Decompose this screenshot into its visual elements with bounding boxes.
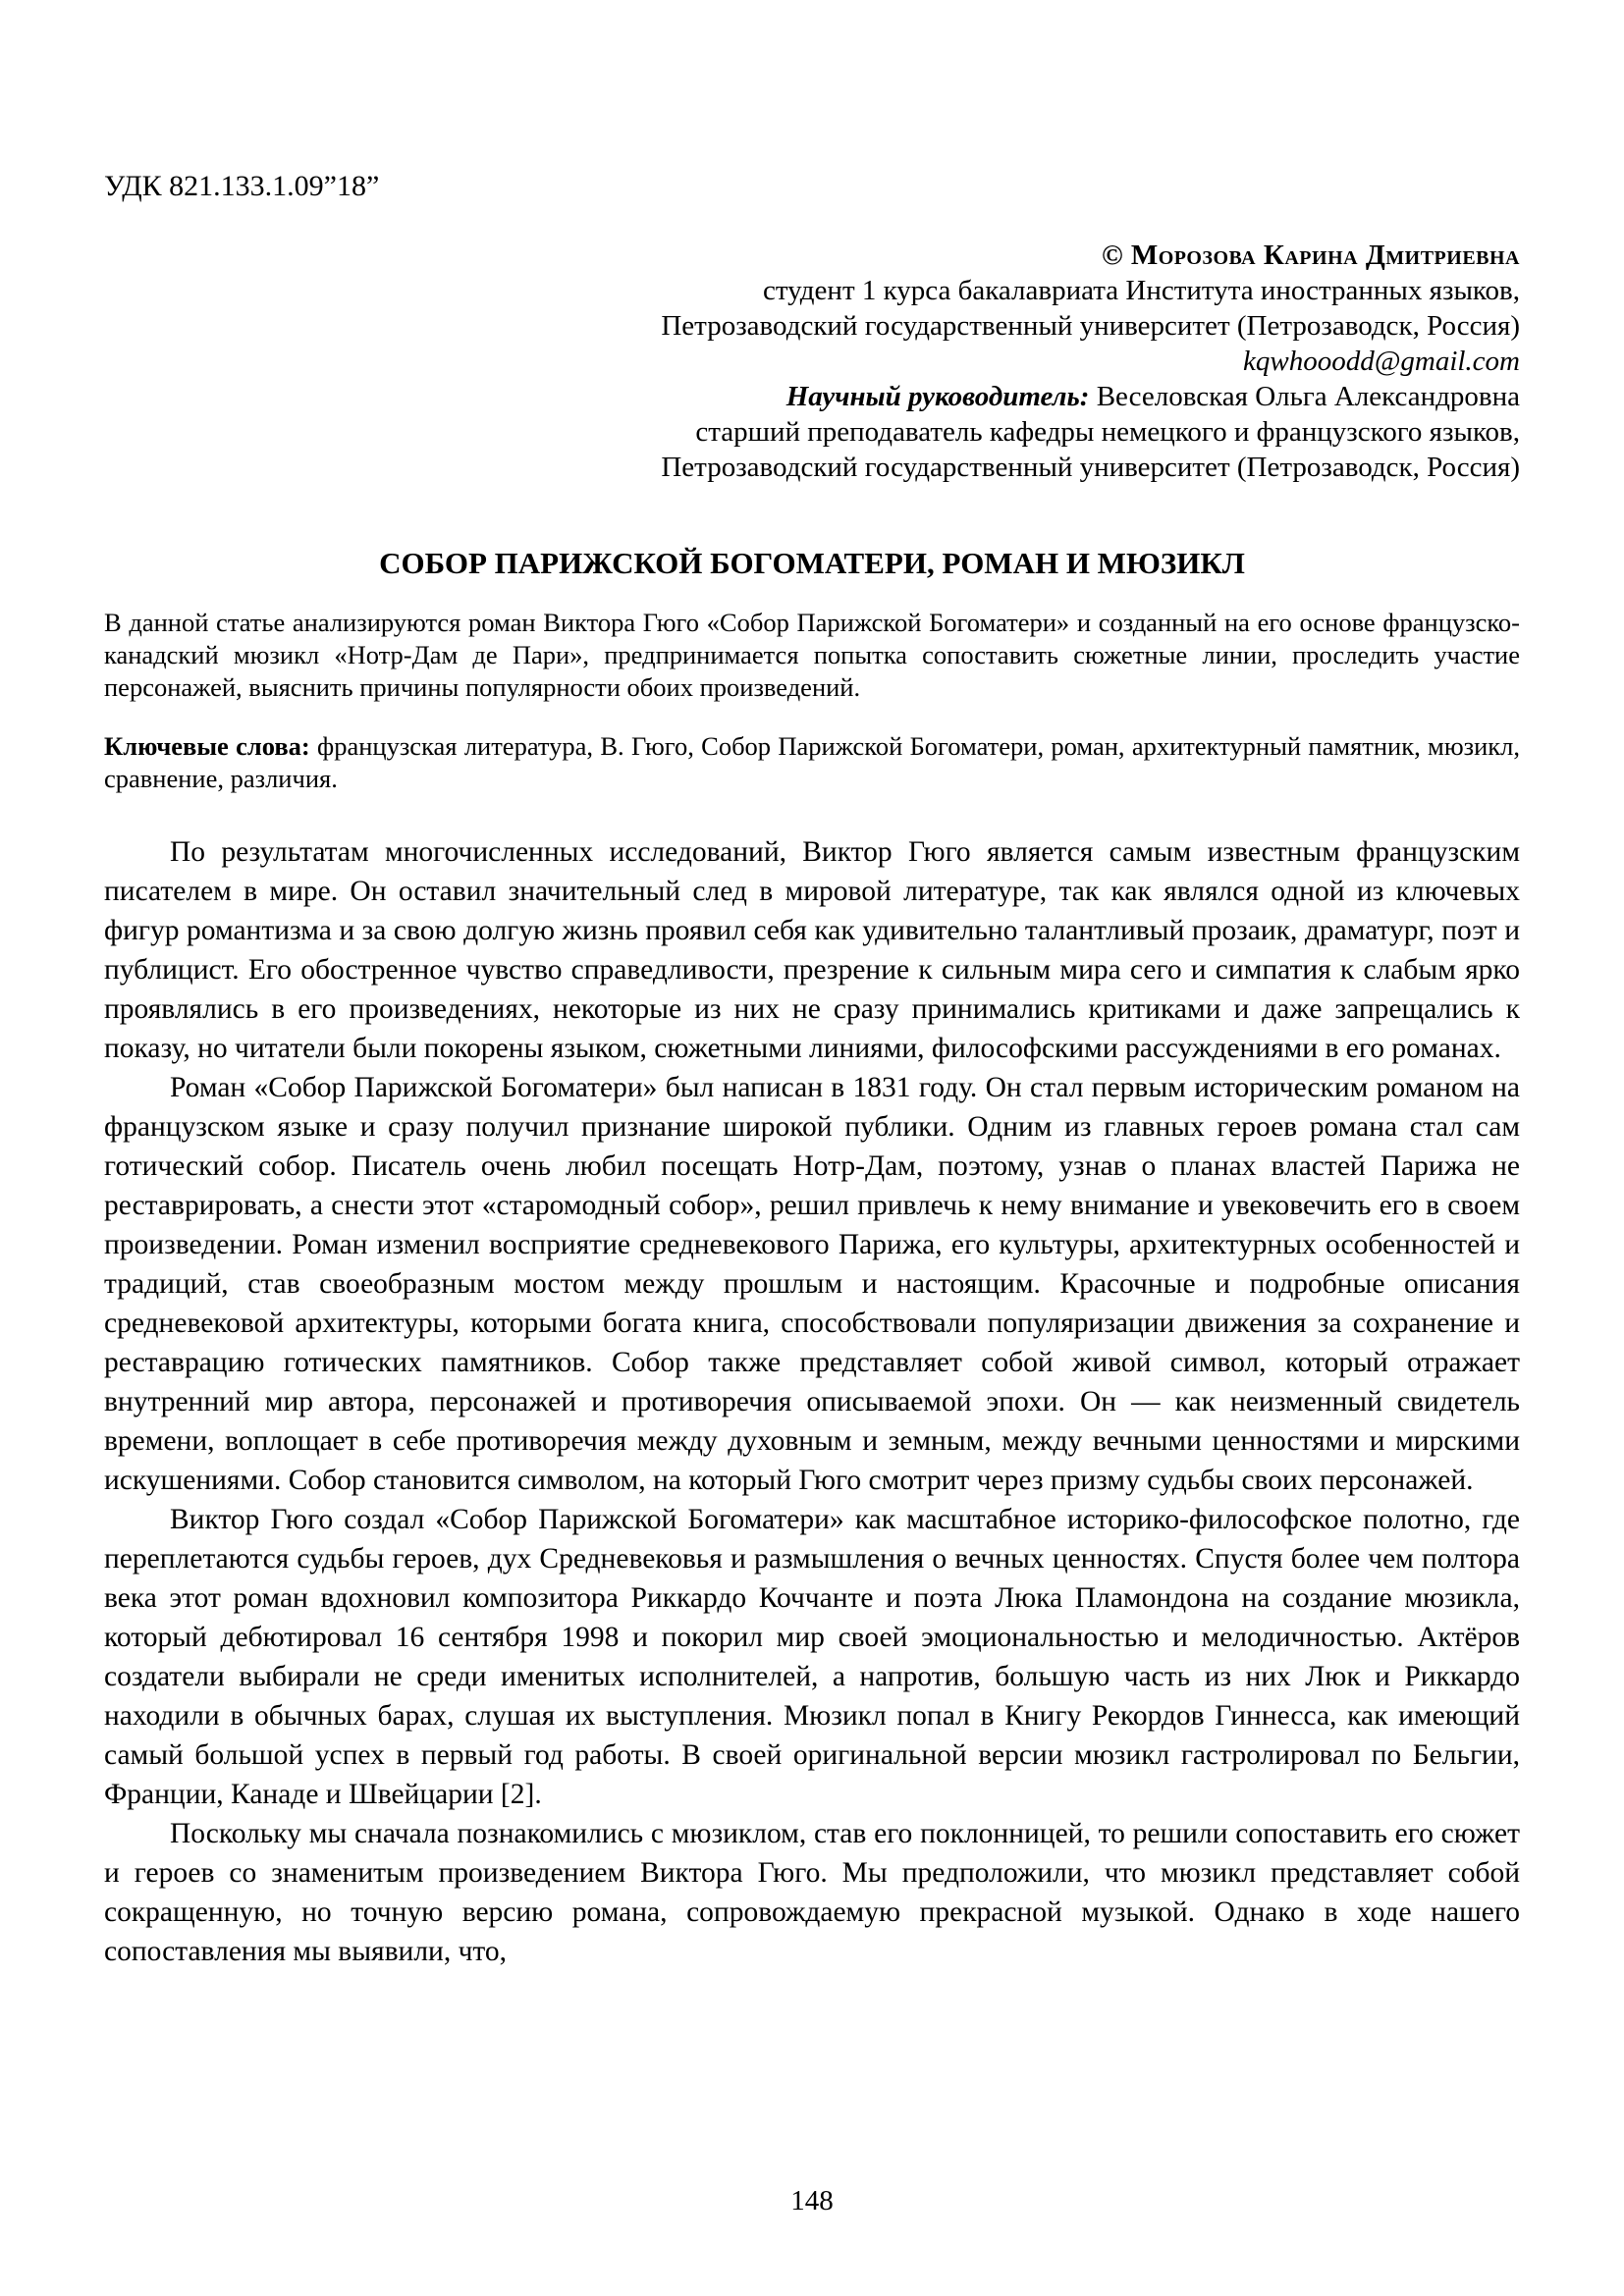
supervisor-affiliation: Петрозаводский государственный университет (Петрозаводск, Россия) — [661, 452, 1520, 483]
supervisor-role: старший преподаватель кафедры немецкого и французского языков, — [695, 416, 1520, 448]
author-role: студент 1 курса бакалавриата Института иностранных языков, — [762, 275, 1520, 306]
keywords-line — [104, 730, 1520, 795]
supervisor-label: Научный руководитель: — [785, 381, 1090, 412]
body-paragraph-3: Виктор Гюго создал «Собор Парижской Богоматери» как масштабное историко-философское полотно, где переплетаются судьбы героев, дух Средневековья и размышления о вечных ценностях. Спустя более чем полтора века этот роман вдохновил композитора Риккардо Коччанте и поэта Люка Пламондона на создание мюзикла, который дебютировал 16 сентября 1998 и покорил мир своей эмоциональностью и мелодичностью. Актёров создатели выбирали не среди именитых исполнителей, а напротив, большую часть из них Люк и Риккардо находили в обычных барах, слушая их выступления. Мюзикл попал в Книгу Рекордов Гиннесса, как имеющий самый большой успех в первый год работы. В своей оригинальной версии мюзикл гастролировал по Бельгии, Франции, Канаде и Швейцарии [2]. — [104, 1503, 1520, 1810]
udc-number: УДК 821.133.1.09”18” — [104, 170, 380, 202]
supervisor-name: Веселовская Ольга Александровна — [1096, 381, 1520, 412]
author-name: © Морозова Карина Дмитриевна — [1101, 240, 1520, 271]
keywords-text: французская литература, В. Гюго, Собор Парижской Богоматери, роман, архитектурный памятник, мюзикл, сравнение, различия. — [104, 730, 1520, 793]
article-body — [104, 832, 1520, 1971]
keywords-label: Ключевые слова: — [104, 730, 310, 761]
body-paragraph-1: По результатам многочисленных исследований, Виктор Гюго является самым известным французским писателем в мире. Он оставил значительный след в мировой литературе, так как являлся одной из ключевых фигур романтизма и за свою долгую жизнь проявил себя как удивительно талантливый прозаик, драматург, поэт и публицист. Его обостренное чувство справедливости, презрение к сильным мира сего и симпатия к слабым ярко проявлялись в его произведениях, некоторые из них не сразу принимались критиками и даже запрещались к показу, но читатели были покорены языком, сюжетными линиями, философскими рассуждениями в его романах. — [104, 835, 1520, 1064]
author-email: kqwhooodd@gmail.com — [1242, 346, 1520, 377]
article-title: СОБОР ПАРИЖСКОЙ БОГОМАТЕРИ, РОМАН И МЮЗИКЛ — [379, 546, 1245, 580]
supervisor-line — [104, 379, 1520, 414]
page-number: 148 — [790, 2185, 834, 2216]
author-block — [104, 238, 1520, 485]
author-affiliation: Петрозаводский государственный университет (Петрозаводск, Россия) — [661, 310, 1520, 342]
body-paragraph-4: Поскольку мы сначала познакомились с мюзиклом, став его поклонницей, то решили сопоставить его сюжет и героев со знаменитым произведением Виктора Гюго. Мы предположили, что мюзикл представляет собой сокращенную, но точную версию романа, сопровождаемую прекрасной музыкой. Однако в ходе нашего сопоставления мы выявили, что, — [104, 1817, 1520, 1967]
abstract-text: В данной статье анализируются роман Виктора Гюго «Собор Парижской Богоматери» и созданный на его основе французско-канадский мюзикл «Нотр-Дам де Пари», предпринимается попытка сопоставить сюжетные линии, проследить участие персонажей, выяснить причины популярности обоих произведений. — [104, 608, 1520, 702]
body-paragraph-2: Роман «Собор Парижской Богоматери» был написан в 1831 году. Он стал первым историческим романом на французском языке и сразу получил признание широкой публики. Одним из главных героев романа стал сам готический собор. Писатель очень любил посещать Нотр-Дам, поэтому, узнав о планах властей Парижа не реставрировать, а снести этот «старомодный собор», решил привлечь к нему внимание и увековечить его в своем произведении. Роман изменил восприятие средневекового Парижа, его культуры, архитектурных особенностей и традиций, став своеобразным мостом между прошлым и настоящим. Красочные и подробные описания средневековой архитектуры, которыми богата книга, способствовали популяризации движения за сохранение и реставрацию готических памятников. Собор также представляет собой живой символ, который отражает внутренний мир автора, персонажей и противоречия описываемой эпохи. Он — как неизменный свидетель времени, воплощает в себе противоречия между духовным и земным, между вечными ценностями и мирскими искушениями. Собор становится символом, на который Гюго смотрит через призму судьбы своих персонажей. — [104, 1071, 1520, 1496]
